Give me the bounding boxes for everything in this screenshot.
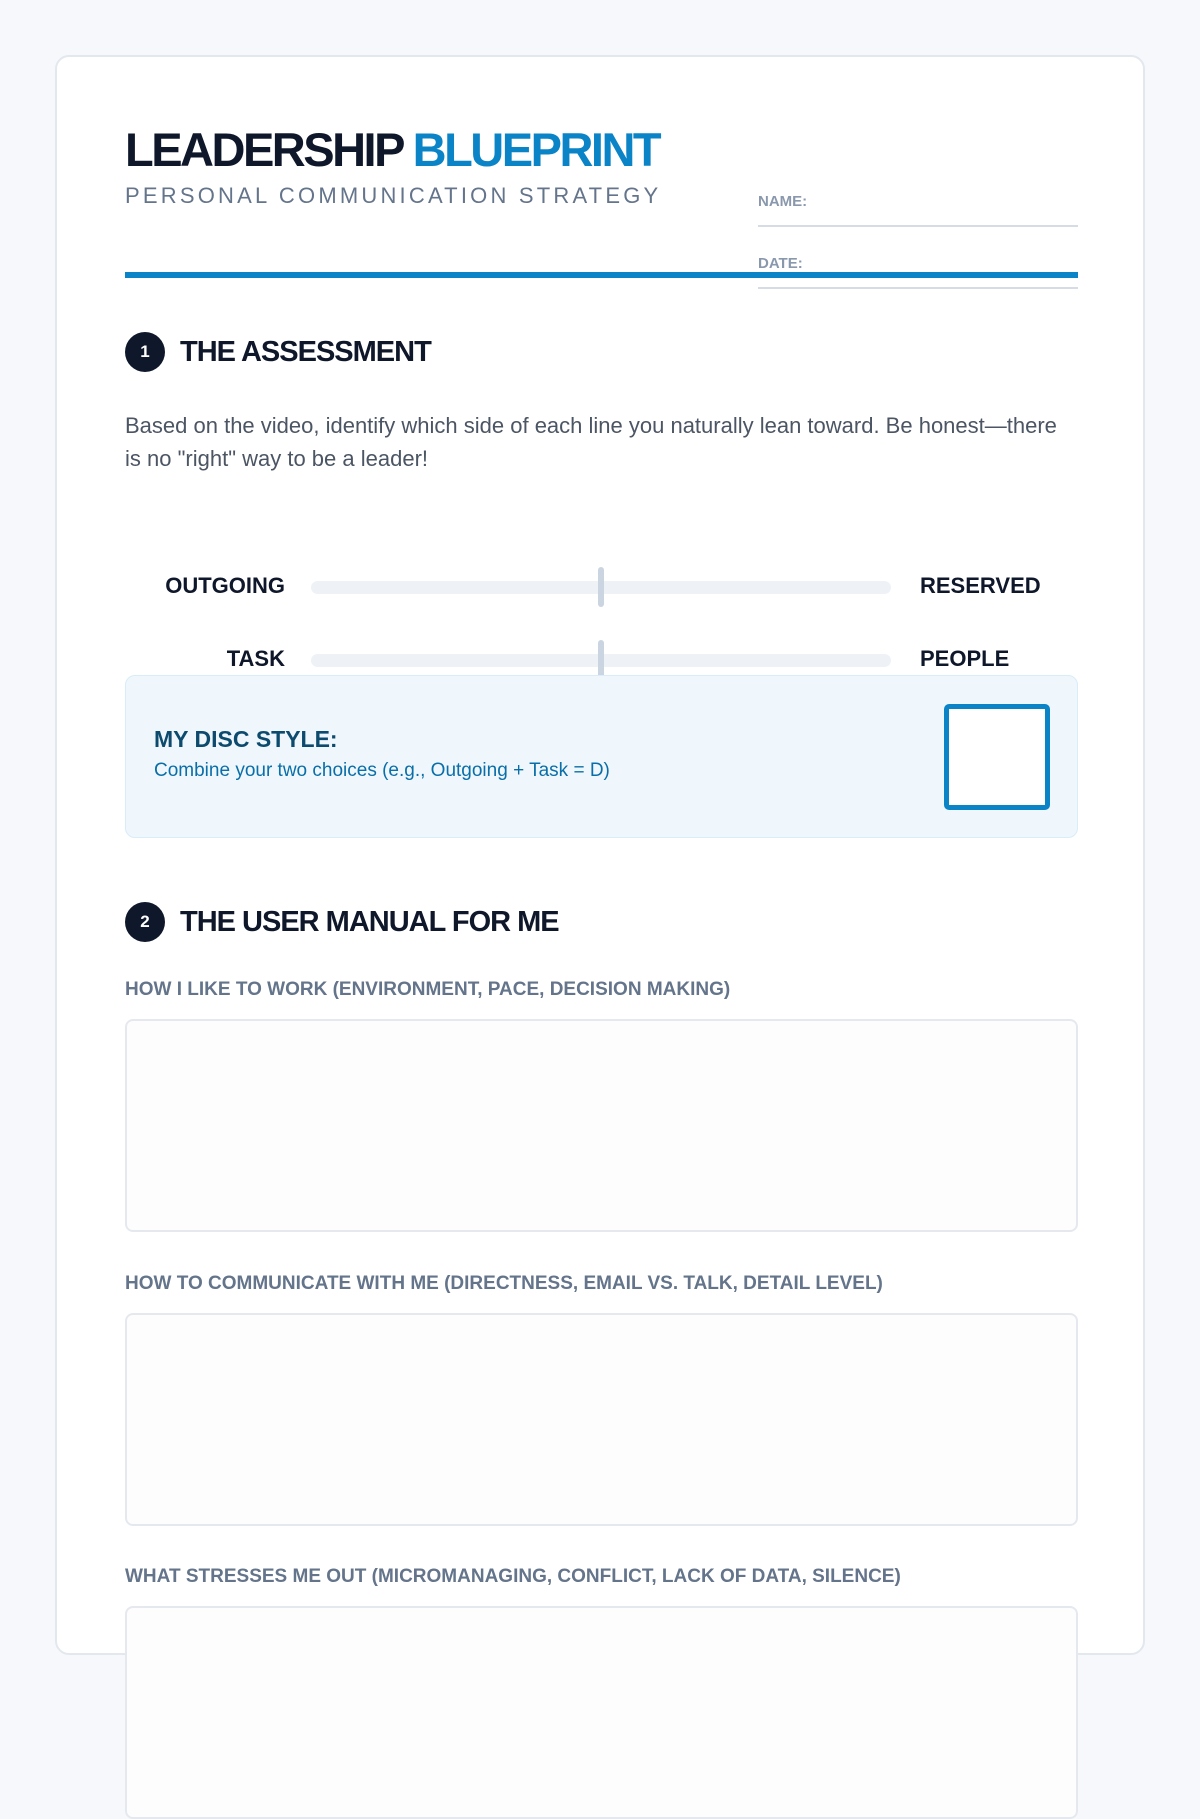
communication-textarea[interactable] [125,1313,1078,1526]
stressors-textarea[interactable] [125,1606,1078,1819]
title-main: LEADERSHIP [125,123,403,176]
scale-outgoing-reserved [125,567,1078,607]
assessment-instructions: Based on the video, identify which side of each line you naturally lean toward. Be honest—there is no "right" way to be a leader! [125,413,1057,471]
disc-style-label: MY DISC STYLE: [154,726,338,752]
scale-left-label: OUTGOING [165,573,285,598]
communication-label: HOW TO COMMUNICATE WITH ME (DIRECTNESS, EMAIL VS. TALK, DETAIL LEVEL) [125,1273,883,1294]
header-divider [125,272,1078,278]
scale-right-label: RESERVED [920,573,1041,598]
section-manual-heading [125,902,559,942]
section-number-badge: 1 [125,332,165,372]
scale-task-people [125,640,1078,680]
name-label: NAME: [758,193,808,210]
disc-style-input[interactable] [944,704,1050,810]
section-assessment-heading [125,332,431,372]
section-number-badge: 2 [125,902,165,942]
scale-right-label: PEOPLE [920,646,1010,671]
stressors-label: WHAT STRESSES ME OUT (MICROMANAGING, CONFLICT, LACK OF DATA, SILENCE) [125,1566,901,1587]
disc-style-hint: Combine your two choices (e.g., Outgoing + Task = D) [154,760,610,781]
page-title [125,125,659,175]
date-label: DATE: [758,255,803,272]
work-style-label: HOW I LIKE TO WORK (ENVIRONMENT, PACE, DECISION MAKING) [125,979,731,1000]
work-style-textarea[interactable] [125,1019,1078,1232]
page-subtitle: PERSONAL COMMUNICATION STRATEGY [125,183,662,208]
section-title: THE USER MANUAL FOR ME [180,905,559,938]
worksheet-page [55,55,1145,1655]
disc-style-panel [125,675,1078,838]
scale-center-marker[interactable] [598,640,604,680]
scale-left-label: TASK [226,646,285,671]
scale-center-marker[interactable] [598,567,604,607]
name-field[interactable] [758,193,1078,227]
title-accent: BLUEPRINT [412,123,660,176]
section-title: THE ASSESSMENT [180,335,431,368]
